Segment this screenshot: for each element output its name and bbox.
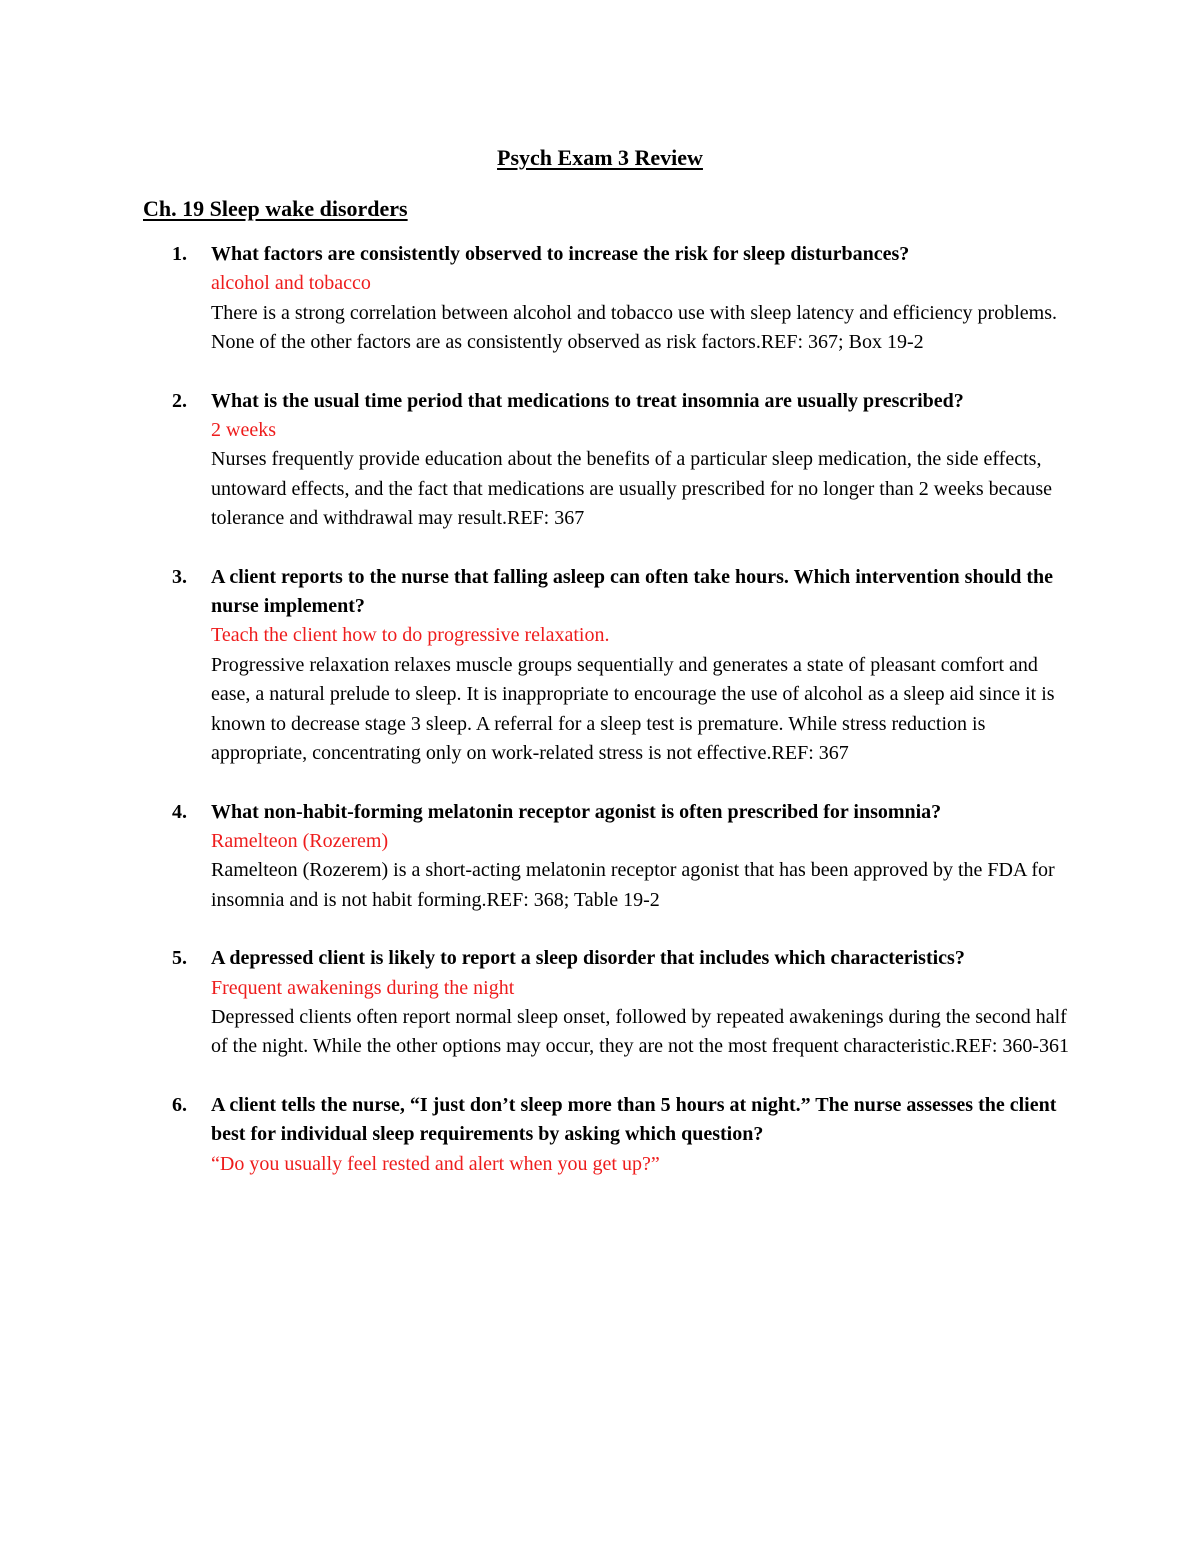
rationale-text: Progressive relaxation relaxes muscle groups sequentially and generates a state of pleasant comfort and ease, a natural prelude to sleep. It is inappropriate to encourage the use of alcohol as a sleep aid since it is known to decrease stage 3 sleep. A referral for a sleep test is premature. While stress reduction is appropriate, concentrating only on work-related stress is not effective.REF: 367 xyxy=(211,653,1055,765)
question-number: 2. xyxy=(172,389,187,412)
question-item xyxy=(0,563,1071,769)
question-item xyxy=(0,387,1071,534)
question-number: 5. xyxy=(172,947,187,970)
question-number: 1. xyxy=(172,243,187,265)
answer-text: Teach the client how to do progressive relaxation. xyxy=(211,624,610,647)
question-item xyxy=(0,798,1071,916)
answer-text: Frequent awakenings during the night xyxy=(211,976,515,999)
question-item xyxy=(0,1091,1071,1179)
question-number: 4. xyxy=(172,800,187,823)
question-item xyxy=(0,240,1071,358)
question-text: What non-habit-forming melatonin receptor agonist is often prescribed for insomnia? xyxy=(211,800,942,823)
question-number: 6. xyxy=(172,1093,187,1116)
answer-text: 2 weeks xyxy=(211,419,276,442)
question-text: What factors are consistently observed to increase the risk for sleep disturbances? xyxy=(211,243,910,265)
answer-text: Ramelteon (Rozerem) xyxy=(211,829,389,852)
rationale-text: Ramelteon (Rozerem) is a short-acting melatonin receptor agonist that has been approved by the FDA for insomnia and is not habit forming.REF: 368; Table 19-2 xyxy=(211,859,1055,911)
page-title: Psych Exam 3 Review xyxy=(497,145,703,170)
rationale-text: Nurses frequently provide education about the benefits of a particular sleep medication, the side effects, untoward effects, and the fact that medications are usually prescribed for no longer than 2 weeks because tolerance and withdrawal may result.REF: 367 xyxy=(211,448,1052,530)
question-list xyxy=(0,240,1200,1208)
chapter-heading: Ch. 19 Sleep wake disorders xyxy=(143,196,408,221)
rationale-text: There is a strong correlation between alcohol and tobacco use with sleep latency and efficiency problems. None of the other factors are as consistently observed as risk factors.REF: 367; Box 19-2 xyxy=(211,301,1057,354)
question-text: A client reports to the nurse that falling asleep can often take hours. Which intervention should the nurse implement? xyxy=(211,565,1054,618)
question-text: A depressed client is likely to report a sleep disorder that includes which characteristics? xyxy=(211,947,965,970)
question-number: 3. xyxy=(172,565,187,588)
question-text: What is the usual time period that medications to treat insomnia are usually prescribed? xyxy=(211,389,964,412)
question-text: A client tells the nurse, “I just don’t sleep more than 5 hours at night.” The nurse assesses the client best for individual sleep requirements by asking which question? xyxy=(211,1093,1057,1146)
rationale-text: Depressed clients often report normal sleep onset, followed by repeated awakenings during the second half of the night. While the other options may occur, they are not the most frequent characteristic.REF: 360-361 xyxy=(211,1005,1070,1058)
answer-text: alcohol and tobacco xyxy=(211,272,371,295)
answer-text: “Do you usually feel rested and alert when you get up?” xyxy=(211,1152,660,1175)
question-item xyxy=(0,944,1071,1062)
